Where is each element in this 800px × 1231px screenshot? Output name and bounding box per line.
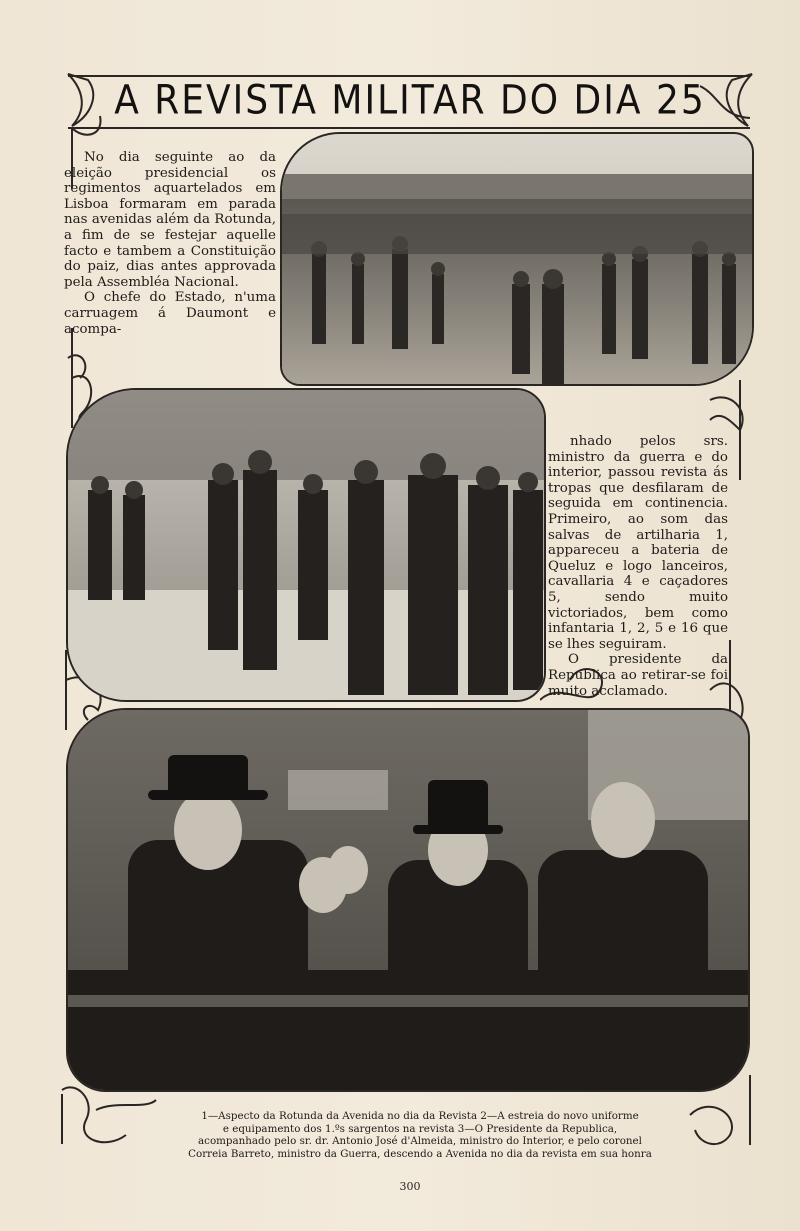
soldiers-photo-illustration [68, 390, 544, 700]
caption-line-3: acompanhado pelo sr. dr. Antonio José d'Almeida, ministro do Interior, e pelo coronel [198, 1135, 642, 1148]
president-carriage-photo [66, 708, 750, 1092]
paragraph-2-start: O chefe do Estado, n'uma carruagem á Daumont e acompa- [64, 290, 276, 337]
carriage-photo-illustration [68, 710, 748, 1090]
paragraph-1: No dia seguinte ao da eleição presidencial os regimentos aquartelados em Lisboa formaram em parada nas avenidas além da Rotunda, a fim de se festejar aquelle facto e tambem a Constituição do paiz, dias antes approvada pela Assembléa Nacional. [64, 150, 276, 290]
caption-line-2: e equipamento dos 1.ºs sargentos na revista 3—O Presidente da Republica, [222, 1122, 618, 1135]
soldiers-new-uniform-photo [66, 388, 546, 702]
crowd-at-rotunda-photo [280, 132, 754, 386]
article-text-column-2 [548, 434, 728, 699]
caption-line-1: 1—Aspecto da Rotunda da Avenida no dia da Revista 2—A estreia do novo uniforme [201, 1110, 639, 1122]
photo-caption [150, 1110, 690, 1160]
paragraph-3: O presidente da Republica ao retirar-se foi muito acclamado. [548, 652, 728, 699]
caption-line-4: Correia Barreto, ministro da Guerra, descendo a Avenida no dia da revista em sua honra [188, 1147, 652, 1160]
paragraph-2-continued: nhado pelos srs. ministro da guerra e do interior, passou revista ás tropas que desfilaram de seguida em continencia. Primeiro, ao som das salvas de artilharia 1, appareceu a bateria de Queluz e logo lanceiros, cavallaria 4 e caçadores 5, sendo muito victoriados, bem como infantaria 1, 2, 5 e 16 que se lhes seguiram. [548, 434, 728, 652]
article-title: A REVISTA MILITAR DO DIA 25 [114, 77, 706, 123]
article-text-column-1 [64, 150, 276, 337]
title-frame-ornament [60, 66, 760, 138]
crowd-photo-illustration [282, 134, 752, 384]
page-number: 300 [399, 1180, 421, 1193]
